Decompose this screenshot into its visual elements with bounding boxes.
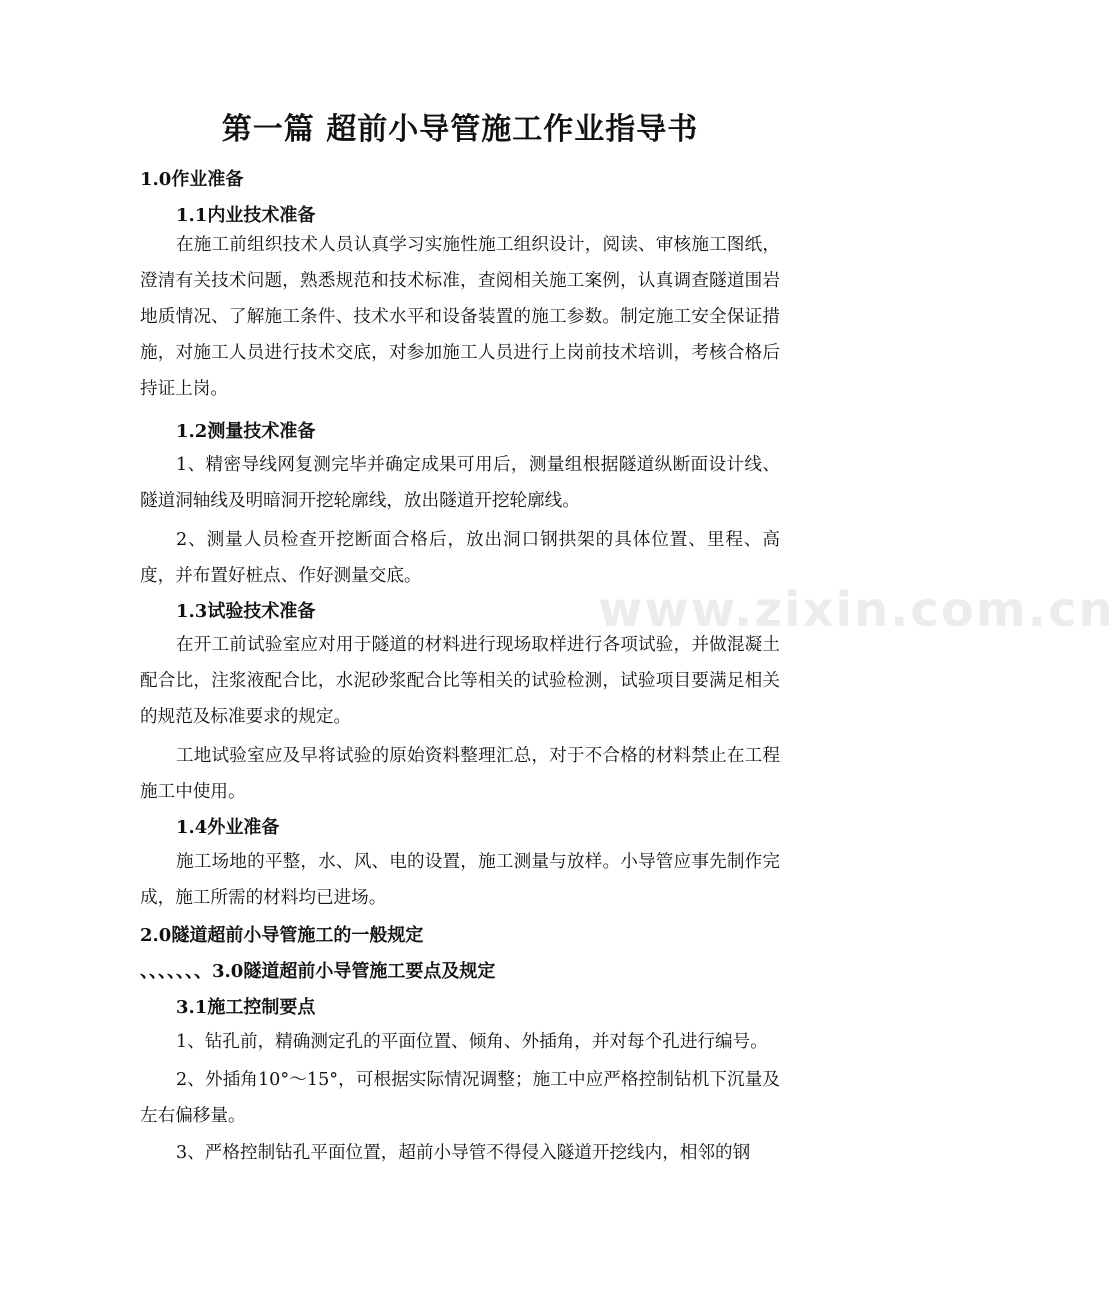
- document-title: 第一篇 超前小导管施工作业指导书: [221, 112, 699, 147]
- paragraph-1-1: 在施工前组织技术人员认真学习实施性施工组织设计，阅读、审核施工图纸，澄清有关技术问题，熟悉规范和技术标准，查阅相关施工案例，认真调查隧道围岩地质情况、了解施工条件、技术水平和设备装置的施工参数。制定施工安全保证措施，对施工人员进行技术交底，对参加施工人员进行上岗前技术培训，考核合格后持证上岗。: [140, 235, 780, 399]
- heading-1-1: 1.1内业技术准备: [176, 205, 316, 226]
- paragraph-1-2-2: 2、测量人员检查开挖断面合格后，放出洞口钢拱架的具体位置、里程、高度，并布置好桩点、作好测量交底。: [140, 530, 780, 586]
- heading-3-1: 3.1施工控制要点: [176, 997, 316, 1018]
- paragraph-3-1-3: 3、严格控制钻孔平面位置，超前小导管不得侵入隧道开挖线内，相邻的钢: [176, 1143, 751, 1163]
- heading-2-0: 2.0隧道超前小导管施工的一般规定: [140, 925, 424, 946]
- paragraph-3-1-1: 1、钻孔前，精确测定孔的平面位置、倾角、外插角，并对每个孔进行编号。: [176, 1032, 768, 1052]
- watermark: www.zixin.com.cn: [598, 582, 1115, 638]
- heading-1-4: 1.4外业准备: [176, 817, 280, 838]
- paragraph-1-4: 施工场地的平整，水、风、电的设置，施工测量与放样。小导管应事先制作完成，施工所需的材料均已进场。: [140, 852, 780, 908]
- heading-1-0: 1.0作业准备: [140, 169, 244, 190]
- paragraph-3-1-2: 2、外插角10°～15°，可根据实际情况调整；施工中应严格控制钻机下沉量及左右偏移量。: [140, 1070, 780, 1126]
- heading-3-0: 、、、、、、、3.0隧道超前小导管施工要点及规定: [140, 961, 496, 982]
- heading-1-3: 1.3试验技术准备: [176, 601, 316, 622]
- paragraph-1-3-2: 工地试验室应及早将试验的原始资料整理汇总，对于不合格的材料禁止在工程施工中使用。: [140, 746, 780, 802]
- paragraph-1-2-1: 1、精密导线网复测完毕并确定成果可用后，测量组根据隧道纵断面设计线、隧道洞轴线及明暗洞开挖轮廓线，放出隧道开挖轮廓线。: [140, 455, 780, 511]
- heading-1-2: 1.2测量技术准备: [176, 421, 316, 442]
- paragraph-1-3-1: 在开工前试验室应对用于隧道的材料进行现场取样进行各项试验，并做混凝土配合比，注浆液配合比，水泥砂浆配合比等相关的试验检测，试验项目要满足相关的规范及标准要求的规定。: [140, 635, 780, 727]
